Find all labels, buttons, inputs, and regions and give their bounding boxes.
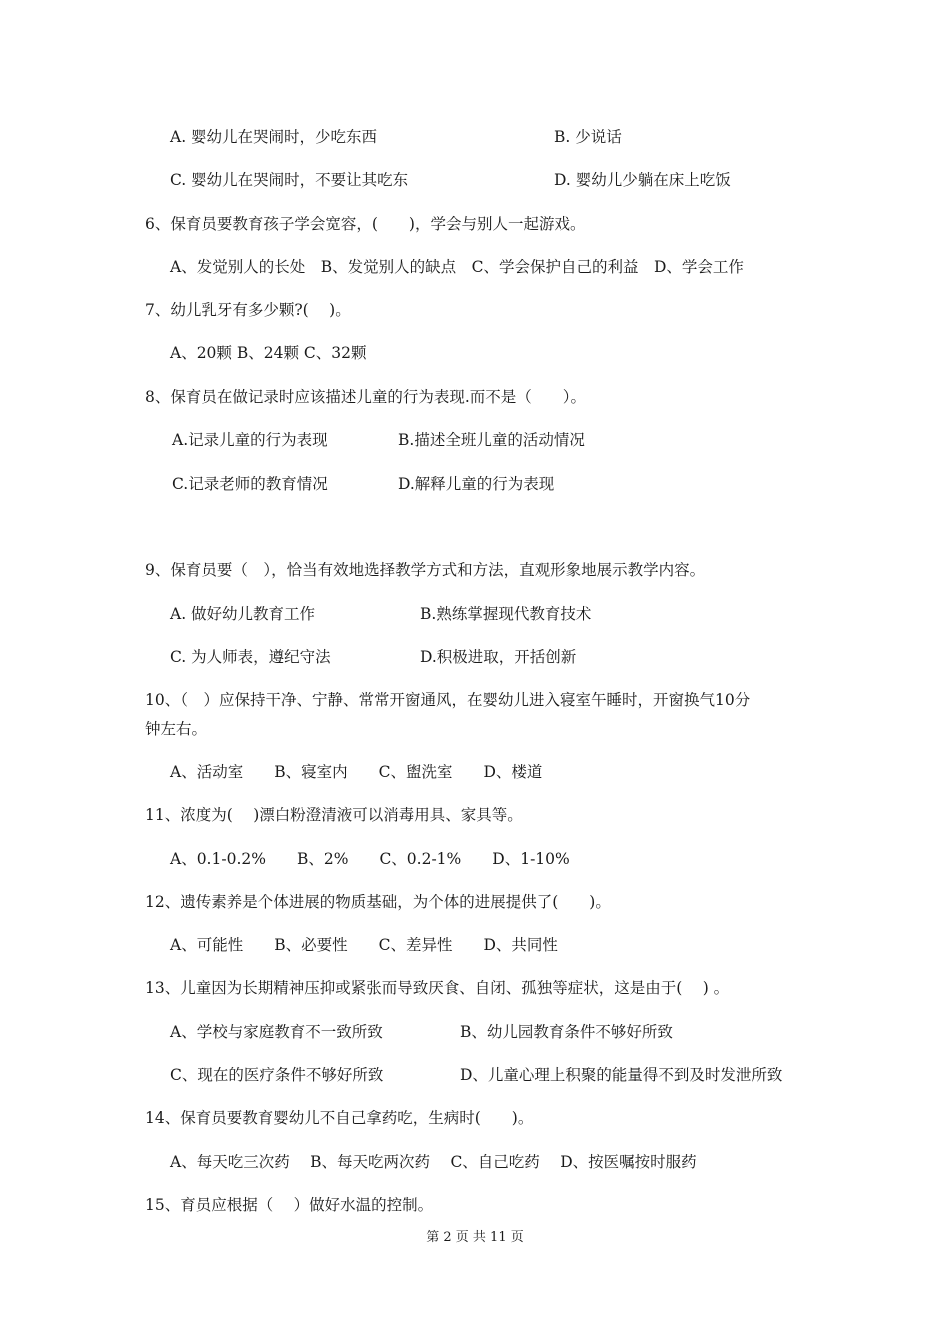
q11-options: A、0.1-0.2% B、2% C、0.2-1% D、1-10% xyxy=(170,850,570,868)
q10-options: A、活动室 B、寝室内 C、盥洗室 D、楼道 xyxy=(170,763,543,781)
q5-option-a: A. 婴幼儿在哭闹时，少吃东西 xyxy=(170,128,378,146)
q14-question: 14、保育员要教育婴幼儿不自己拿药吃，生病时( )。 xyxy=(145,1109,534,1127)
q13-question: 13、儿童因为长期精神压抑或紧张而导致厌食、自闭、孤独等症状，这是由于( ) 。 xyxy=(145,979,730,997)
q6-options: A、发觉别人的长处 B、发觉别人的缺点 C、学会保护自己的利益 D、学会工作 xyxy=(170,258,744,276)
q8-option-a: A.记录儿童的行为表现 xyxy=(172,431,328,449)
q9-question: 9、保育员要（ ），恰当有效地选择教学方式和方法，直观形象地展示教学内容。 xyxy=(145,561,706,579)
page-footer: 第 2 页 共 11 页 xyxy=(426,1230,524,1245)
q9-option-c: C. 为人师表，遵纪守法 xyxy=(170,648,331,666)
q9-option-b: B.熟练掌握现代教育技术 xyxy=(420,605,592,623)
q10-question-line2: 钟左右。 xyxy=(145,720,208,738)
q7-options: A、20颗 B、24颗 C、32颗 xyxy=(170,344,367,362)
q12-question: 12、遗传素养是个体进展的物质基础，为个体的进展提供了( )。 xyxy=(145,893,611,911)
q8-question: 8、保育员在做记录时应该描述儿童的行为表现.而不是（ ）。 xyxy=(145,388,587,406)
q5-option-d: D. 婴幼儿少躺在床上吃饭 xyxy=(554,171,731,189)
q9-option-a: A. 做好幼儿教育工作 xyxy=(170,605,316,623)
q6-question: 6、保育员要教育孩子学会宽容，( )，学会与别人一起游戏。 xyxy=(145,215,586,233)
q9-option-d: D.积极进取，开括创新 xyxy=(420,648,577,666)
q8-option-b: B.描述全班儿童的活动情况 xyxy=(398,431,585,449)
q13-option-d: D、儿童心理上积聚的能量得不到及时发泄所致 xyxy=(460,1066,783,1084)
q7-question: 7、幼儿乳牙有多少颗?( )。 xyxy=(145,301,351,319)
q15-question: 15、育员应根据（ ）做好水温的控制。 xyxy=(145,1196,434,1214)
q5-option-b: B. 少说话 xyxy=(554,128,622,146)
q13-option-a: A、学校与家庭教育不一致所致 xyxy=(170,1023,383,1041)
q5-option-c: C. 婴幼儿在哭闹时，不要让其吃东 xyxy=(170,171,409,189)
q8-option-c: C.记录老师的教育情况 xyxy=(172,475,328,493)
q13-option-b: B、幼儿园教育条件不够好所致 xyxy=(460,1023,673,1041)
q11-question: 11、浓度为( )漂白粉澄清液可以消毒用具、家具等。 xyxy=(145,806,523,824)
q10-question-line1: 10、（ ）应保持干净、宁静、常常开窗通风，在婴幼儿进入寝室午睡时，开窗换气10分 xyxy=(145,691,751,709)
q12-options: A、可能性 B、必要性 C、差异性 D、共同性 xyxy=(170,936,558,954)
q14-options: A、每天吃三次药 B、每天吃两次药 C、自己吃药 D、按医嘱按时服药 xyxy=(170,1153,697,1171)
q13-option-c: C、现在的医疗条件不够好所致 xyxy=(170,1066,384,1084)
q8-option-d: D.解释儿童的行为表现 xyxy=(398,475,555,493)
